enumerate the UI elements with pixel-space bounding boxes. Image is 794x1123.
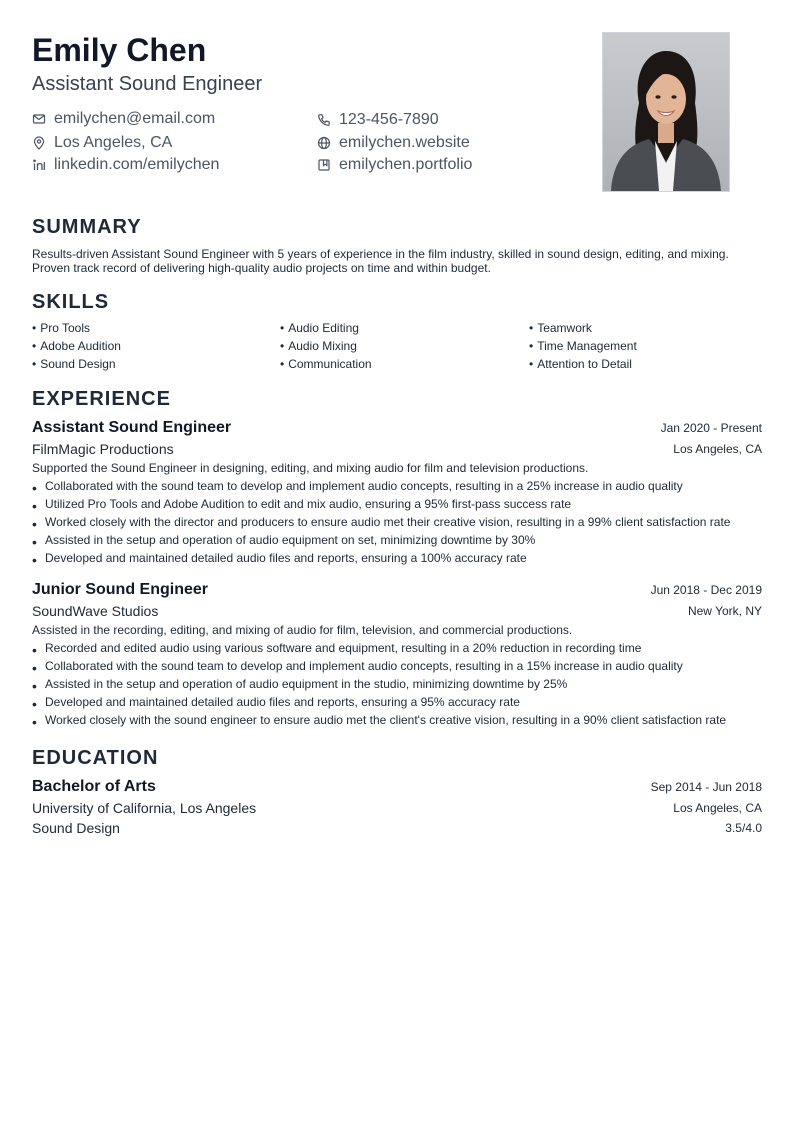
contact-linkedin-text: linkedin.com/emilychen bbox=[54, 156, 220, 173]
contact-phone[interactable] bbox=[317, 110, 439, 130]
job-bullet: • Worked closely with the sound engineer to ensure audio met the client's creative vision, resulting in a 90% client satisfaction rate bbox=[32, 713, 762, 731]
skill-item: • Audio Editing bbox=[280, 321, 529, 335]
linkedin-icon bbox=[32, 158, 46, 172]
job-dates: Jan 2020 - Present bbox=[660, 421, 762, 435]
skills-heading: SKILLS bbox=[32, 291, 110, 313]
job-bullets bbox=[32, 479, 762, 569]
skill-item: • Communication bbox=[280, 357, 529, 371]
education-dates: Sep 2014 - Jun 2018 bbox=[650, 780, 762, 794]
job-description: Supported the Sound Engineer in designing, editing, and mixing audio for film and television productions. bbox=[32, 461, 589, 475]
job-bullet: • Assisted in the setup and operation of audio equipment on set, minimizing downtime by 30% bbox=[32, 533, 762, 551]
skill-item: • Pro Tools bbox=[32, 321, 280, 335]
job-bullet: • Recorded and edited audio using various software and equipment, resulting in a 20% reduction in recording time bbox=[32, 641, 762, 659]
school-location: Los Angeles, CA bbox=[673, 801, 762, 815]
resume-name: Emily Chen bbox=[32, 32, 207, 68]
summary-text: Results-driven Assistant Sound Engineer with 5 years of experience in the film industry, skilled in sound design, editing, and mixing. Proven track record of delivering high-quality audio projects on time and within budget. bbox=[32, 247, 729, 275]
contact-location bbox=[32, 133, 172, 153]
job-bullet: • Assisted in the setup and operation of audio equipment in the studio, minimizing downtime by 25% bbox=[32, 677, 762, 695]
contact-portfolio[interactable] bbox=[317, 155, 472, 175]
education-heading: EDUCATION bbox=[32, 747, 159, 769]
job-bullet: • Utilized Pro Tools and Adobe Audition to edit and mix audio, ensuring a 95% first-pass success rate bbox=[32, 497, 762, 515]
profile-photo bbox=[602, 32, 730, 192]
degree-title: Bachelor of Arts bbox=[32, 778, 156, 795]
job-bullet: • Worked closely with the director and producers to ensure audio met their creative vision, resulting in a 99% client satisfaction rate bbox=[32, 515, 762, 533]
contact-portfolio-text: emilychen.portfolio bbox=[339, 156, 473, 173]
bookmark-icon bbox=[317, 158, 331, 172]
contact-linkedin[interactable] bbox=[32, 155, 219, 175]
summary-heading: SUMMARY bbox=[32, 216, 142, 238]
phone-icon bbox=[317, 113, 331, 127]
contact-email-text: emilychen@email.com bbox=[54, 110, 216, 127]
job-location: New York, NY bbox=[687, 604, 762, 618]
job-bullet: • Developed and maintained detailed audio files and reports, ensuring a 100% accuracy rate bbox=[32, 551, 762, 569]
envelope-icon bbox=[32, 112, 46, 126]
gpa: 3.5/4.0 bbox=[725, 821, 762, 835]
job-title: Junior Sound Engineer bbox=[32, 581, 209, 598]
job-dates: Jun 2018 - Dec 2019 bbox=[650, 583, 762, 597]
field-of-study: Sound Design bbox=[32, 820, 120, 836]
job-bullets bbox=[32, 641, 762, 731]
job-company: FilmMagic Productions bbox=[32, 441, 174, 457]
contact-website-text: emilychen.website bbox=[339, 134, 470, 151]
skill-item: • Sound Design bbox=[32, 357, 280, 371]
job-bullet: • Collaborated with the sound team to develop and implement audio concepts, resulting in a 25% increase in audio quality bbox=[32, 479, 762, 497]
skill-item: • Teamwork bbox=[529, 321, 762, 335]
job-bullet: • Collaborated with the sound team to develop and implement audio concepts, resulting in a 15% increase in audio quality bbox=[32, 659, 762, 677]
skill-item: • Attention to Detail bbox=[529, 357, 762, 371]
contact-website[interactable] bbox=[317, 133, 470, 153]
job-description: Assisted in the recording, editing, and mixing of audio for film, television, and commercial productions. bbox=[32, 623, 573, 637]
contact-location-text: Los Angeles, CA bbox=[54, 134, 173, 151]
skill-item: • Adobe Audition bbox=[32, 339, 280, 353]
skill-item: • Audio Mixing bbox=[280, 339, 529, 353]
experience-heading: EXPERIENCE bbox=[32, 388, 171, 410]
map-pin-icon bbox=[32, 136, 46, 150]
skills-list bbox=[32, 321, 762, 371]
contact-email[interactable] bbox=[32, 109, 215, 129]
job-bullet: • Developed and maintained detailed audio files and reports, ensuring a 95% accuracy rate bbox=[32, 695, 762, 713]
job-company: SoundWave Studios bbox=[32, 603, 159, 619]
school-name: University of California, Los Angeles bbox=[32, 800, 257, 816]
person-portrait-icon bbox=[603, 33, 729, 191]
skill-item: • Time Management bbox=[529, 339, 762, 353]
resume-title: Assistant Sound Engineer bbox=[32, 73, 263, 95]
job-location: Los Angeles, CA bbox=[673, 442, 762, 456]
contact-phone-text: 123-456-7890 bbox=[339, 111, 439, 128]
globe-icon bbox=[317, 136, 331, 150]
job-title: Assistant Sound Engineer bbox=[32, 419, 232, 436]
